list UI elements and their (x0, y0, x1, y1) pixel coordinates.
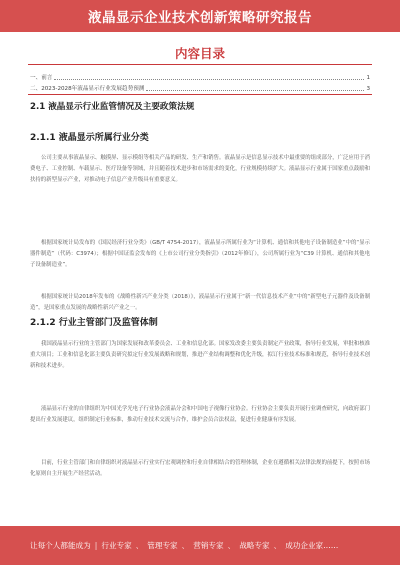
paragraph: 目前，行业主管部门和自律组织对液晶显示行业实行宏观调控和行业自律相结合的管理体制，企业在遵循相关法律法规的前提下，按照市场化原则自主开展生产经营活动。 (30, 460, 370, 477)
footer-banner (0, 526, 400, 565)
toc-entry-label: 二、2023-2028年液晶显示行业发展趋势预测 (30, 86, 145, 92)
section-heading-2-1-1: 2.1.1 液晶显示所属行业分类 (30, 133, 149, 143)
paragraph: 我国液晶显示行业的主管部门为国家发展和改革委员会、工业和信息化部。国家发改委主要负责制定产业政策，指导行业发展，审批和核准重大项目；工业和信息化部主要负责研究拟定行业发展战略和规划，推进产业结构调整和优化升级，拟订行业技术标准和规范，指导行业技术创新和技术进步。 (30, 341, 370, 369)
footer-separator: | (94, 541, 98, 550)
paragraph: 根据国家统计局发布的《国民经济行业分类》（GB/T 4754-2017），液晶显示所属行业为“计算机、通信和其他电子设备制造业”中的“显示器件制造”（代码：C3974）；根据中国证监会发布的《上市公司行业分类指引》（2012年修订），公司所属行业为“C39 计算机、通信和其他电子设备制造业”。 (30, 240, 370, 268)
section-heading-2-1: 2.1 液晶显示行业监管情况及主要政策法规 (30, 102, 195, 112)
section-heading-2-1-2: 2.1.2 行业主管部门及监管体制 (30, 318, 158, 328)
footer-separator: 、 (135, 541, 144, 550)
toc-entry[interactable] (30, 83, 370, 92)
toc-entry-label: 一、前言 (30, 75, 53, 81)
footer-separator: 、 (273, 541, 282, 550)
footer-separator: 、 (227, 541, 236, 550)
report-header (0, 0, 400, 32)
footer-lead: 让每个人都能成为 (30, 541, 91, 550)
footer-role: 营销专家 (193, 541, 224, 550)
toc-title: 内容目录 (174, 46, 225, 61)
toc-entry-page: 3 (366, 86, 370, 92)
report-title: 液晶显示企业技术创新策略研究报告 (88, 10, 312, 26)
footer-role: 成功企业家…… (285, 541, 339, 550)
toc-entry-page: 1 (366, 75, 370, 81)
footer-role: 战略专家 (239, 541, 270, 550)
footer-role: 管理专家 (147, 541, 178, 550)
paragraph: 液晶显示行业的自律组织为中国光学光电子行业协会液晶分会和中国电子视像行业协会。行业协会主要负责开展行业调查研究，向政府部门提出行业发展建议，组织制定行业标准，推动行业技术交流与合作，维护会员合法权益，促进行业健康有序发展。 (30, 406, 370, 423)
toc-top-divider (28, 64, 372, 65)
toc-bottom-divider (28, 94, 372, 95)
toc-leader-dots (146, 90, 364, 91)
footer-separator: 、 (181, 541, 190, 550)
toc-leader-dots (54, 79, 364, 80)
paragraph: 公司主要从事液晶显示、触摸屏、显示模组等相关产品的研发、生产和销售。液晶显示是信息显示技术中最重要的组成部分，广泛应用于消费电子、工业控制、车载显示、医疗设备等领域，并且随着技术进步和市场需求的变化，行业规模持续扩大。液晶显示行业属于国家重点鼓励和扶持的新型显示产业，对推动电子信息产业升级具有重要意义。 (30, 155, 370, 183)
toc-entry[interactable] (30, 72, 370, 81)
footer-role: 行业专家 (101, 541, 132, 550)
paragraph: 根据国家统计局2018年发布的《战略性新兴产业分类（2018）》，液晶显示行业属于“新一代信息技术产业”中的“新型电子元器件及设备制造”，是国家重点发展的战略性新兴产业之一。 (30, 294, 370, 311)
